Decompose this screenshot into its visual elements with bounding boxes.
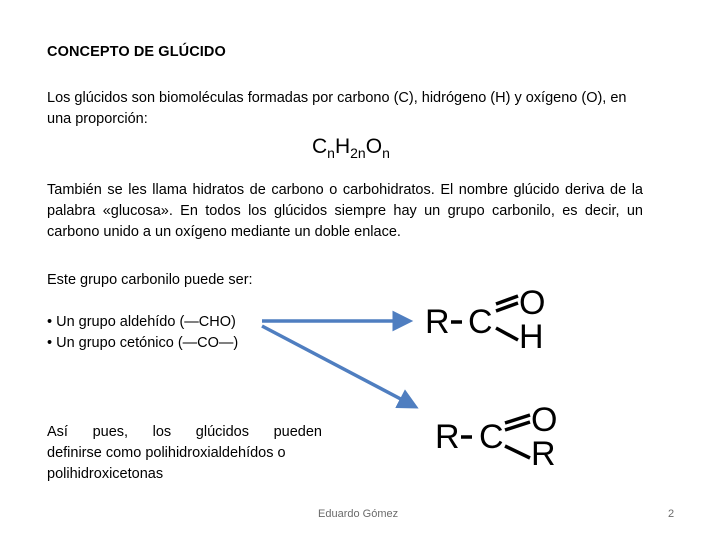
aldehyde-c-h-bond bbox=[496, 328, 518, 340]
arrow-to-ketone bbox=[262, 326, 414, 406]
aldehyde-o: O bbox=[519, 284, 546, 322]
bullet-aldehyde: • Un grupo aldehído (—CHO) bbox=[47, 314, 236, 330]
ketone-r2: R bbox=[531, 435, 556, 473]
formula-carbon: C bbox=[312, 135, 328, 158]
aldehyde-h: H bbox=[519, 318, 544, 356]
formula-hydrogen-subscript: 2n bbox=[350, 145, 366, 161]
aldehyde-c: C bbox=[468, 303, 493, 341]
description-paragraph: También se les llama hidratos de carbono o carbohidratos. El nombre glúcido deriva de la palabra «glucosa». En todos los glúcidos siempre hay un grupo carbonilo, es decir, un carbono unido a un oxígeno mediante un doble enlace. bbox=[47, 182, 643, 240]
page-number: 2 bbox=[668, 508, 675, 520]
conclusion-line-1: Así pues, los glúcidos pueden bbox=[47, 424, 322, 440]
conclusion-line-2: definirse como polihidroxialdehídos o bbox=[47, 445, 286, 461]
page-title: CONCEPTO DE GLÚCIDO bbox=[47, 44, 226, 60]
footer-author: Eduardo Gómez bbox=[318, 508, 399, 520]
formula-oxygen-subscript: n bbox=[382, 145, 390, 161]
bullet-ketone: • Un grupo cetónico (—CO—) bbox=[47, 335, 239, 351]
formula-oxygen: O bbox=[365, 135, 383, 158]
ketone-c: C bbox=[479, 418, 504, 456]
ketone-o: O bbox=[531, 401, 558, 439]
aldehyde-r: R bbox=[425, 303, 450, 341]
ketone-r: R bbox=[435, 418, 460, 456]
formula-carbon-subscript: n bbox=[327, 145, 335, 161]
intro-paragraph: Los glúcidos son biomoléculas formadas por carbono (C), hidrógeno (H) y oxígeno (O), en una proporción: bbox=[47, 90, 627, 127]
ketone-c-r-bond bbox=[505, 446, 530, 458]
formula-hydrogen: H bbox=[334, 135, 351, 158]
carbonyl-intro: Este grupo carbonilo puede ser: bbox=[47, 272, 253, 288]
conclusion-line-3: polihidroxicetonas bbox=[47, 466, 164, 482]
